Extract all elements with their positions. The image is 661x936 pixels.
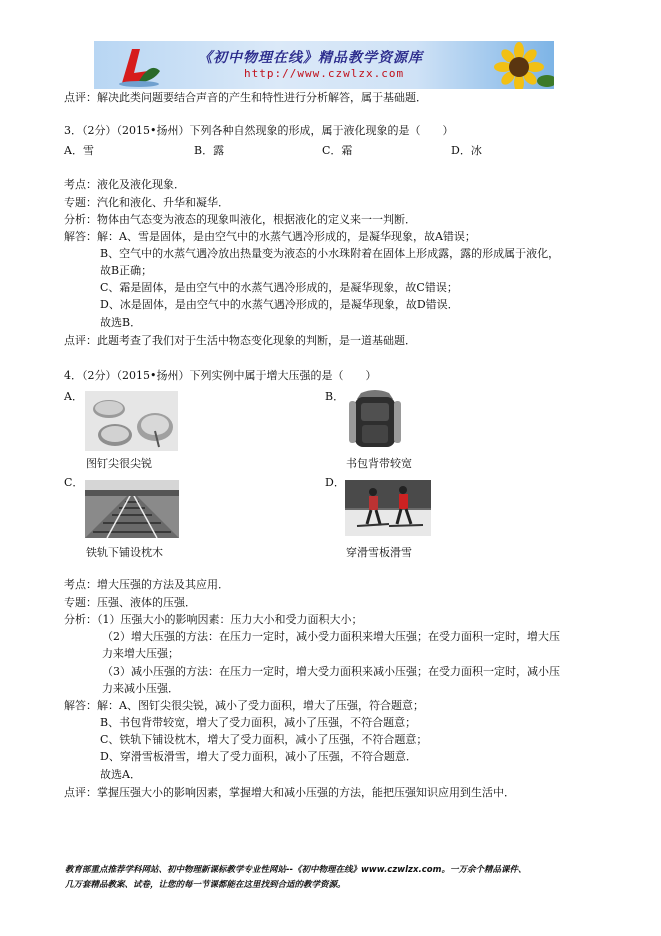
site-logo-icon	[114, 43, 164, 87]
q3-stem: 3．（2分）（2015•扬州）下列各种自然现象的形成，属于液化现象的是（ ）	[64, 124, 454, 137]
backpack-image	[345, 389, 405, 451]
q3-fenxi: 分析：物体由气态变为液态的现象叫液化，根据液化的定义来一一判断．	[64, 213, 416, 226]
q4-option-d-caption: 穿滑雪板滑雪	[346, 546, 412, 559]
banner-title: 《初中物理在线》精品教学资源库	[198, 50, 423, 66]
skiing-image	[345, 480, 431, 536]
q3-option-d: D．冰	[451, 144, 482, 157]
q4-option-a-letter: A．	[64, 390, 83, 403]
q3-jieda-line: D、冰是固体，是由空气中的水蒸气遇冷形成的，是凝华现象，故D错误．	[100, 298, 459, 311]
q3-jieda-line: 故B正确；	[100, 264, 153, 277]
q3-jieda-line: C、霜是固体，是由空气中的水蒸气遇冷形成的，是凝华现象，故C错误；	[100, 281, 458, 294]
q4-option-d-letter: D．	[325, 476, 345, 489]
header-banner	[94, 41, 554, 89]
q4-fenxi-line: 力来减小压强．	[102, 682, 179, 695]
q4-option-a-caption: 图钉尖很尖锐	[86, 457, 152, 470]
thumbtack-image	[85, 391, 178, 451]
q4-jieda-line: 解答：解：A、图钉尖很尖锐，减小了受力面积，增大了压强，符合题意；	[64, 699, 424, 712]
q4-option-b-letter: B．	[325, 390, 345, 403]
q4-jieda-line: D、穿滑雪板滑雪，增大了受力面积，减小了压强，不符合题意．	[100, 750, 417, 763]
q4-jieda-line: C、铁轨下铺设枕木，增大了受力面积，减小了压强，不符合题意；	[100, 733, 428, 746]
q3-kaodian: 考点：液化及液化现象．	[64, 178, 185, 191]
footer-line: 几万套精品教案、试卷，让您的每一节课都能在这里找到合适的教学资源。	[65, 880, 346, 890]
banner-url: http://www.czwlzx.com	[244, 67, 405, 80]
q4-stem: 4．（2分）（2015•扬州）下列实例中属于增大压强的是（ ）	[64, 369, 377, 382]
q4-zhuanti: 专题：压强、液体的压强．	[64, 596, 196, 609]
q4-jieda-line: B、书包背带较宽，增大了受力面积，减小了压强，不符合题意；	[100, 716, 417, 729]
q3-jieda-line: B、空气中的水蒸气遇冷放出热量变为液态的小水珠附着在固体上形成露，露的形成属于液化，	[100, 247, 560, 260]
q4-fenxi-line: （3）减小压强的方法：在压力一定时，增大受力面积来减小压强；在受力面积一定时，减小压	[102, 665, 560, 678]
q4-kaodian: 考点：增大压强的方法及其应用．	[64, 578, 229, 591]
q3-dianping: 点评：此题考查了我们对于生活中物态变化现象的判断，是一道基础题．	[64, 334, 416, 347]
q4-dianping: 点评：掌握压强大小的影响因素，掌握增大和减小压强的方法，能把压强知识应用到生活中．	[64, 786, 515, 799]
q3-zhuanti: 专题：汽化和液化、升华和凝华．	[64, 196, 229, 209]
q3-option-c: C．霜	[322, 144, 353, 157]
q3-jieda-line: 故选B．	[100, 316, 142, 329]
q4-option-c-letter: C．	[64, 476, 84, 489]
q4-jieda-line: 故选A．	[100, 768, 141, 781]
railway-image	[85, 480, 179, 538]
sunflower-icon	[489, 41, 554, 89]
q4-option-c-caption: 铁轨下铺设枕木	[86, 546, 163, 559]
q3-jieda-line: 解答：解：A、雪是固体，是由空气中的水蒸气遇冷形成的，是凝华现象，故A错误；	[64, 230, 476, 243]
q4-fenxi-line: 分析：（1）压强大小的影响因素：压力大小和受力面积大小；	[64, 613, 363, 626]
q4-option-b-caption: 书包背带较宽	[346, 457, 412, 470]
footer-line: 教育部重点推荐学科网站、初中物理新课标教学专业性网站--《初中物理在线》www.czwlzx.com。一万余个精品课件、	[65, 865, 527, 875]
q3-option-b: B．露	[194, 144, 225, 157]
prev-comment: 点评：解决此类问题要结合声音的产生和特性进行分析解答，属于基础题．	[64, 91, 427, 104]
q4-fenxi-line: 力来增大压强；	[102, 647, 179, 660]
q3-option-a: A．雪	[64, 144, 94, 157]
q4-fenxi-line: （2）增大压强的方法：在压力一定时，减小受力面积来增大压强；在受力面积一定时，增大压	[102, 630, 560, 643]
